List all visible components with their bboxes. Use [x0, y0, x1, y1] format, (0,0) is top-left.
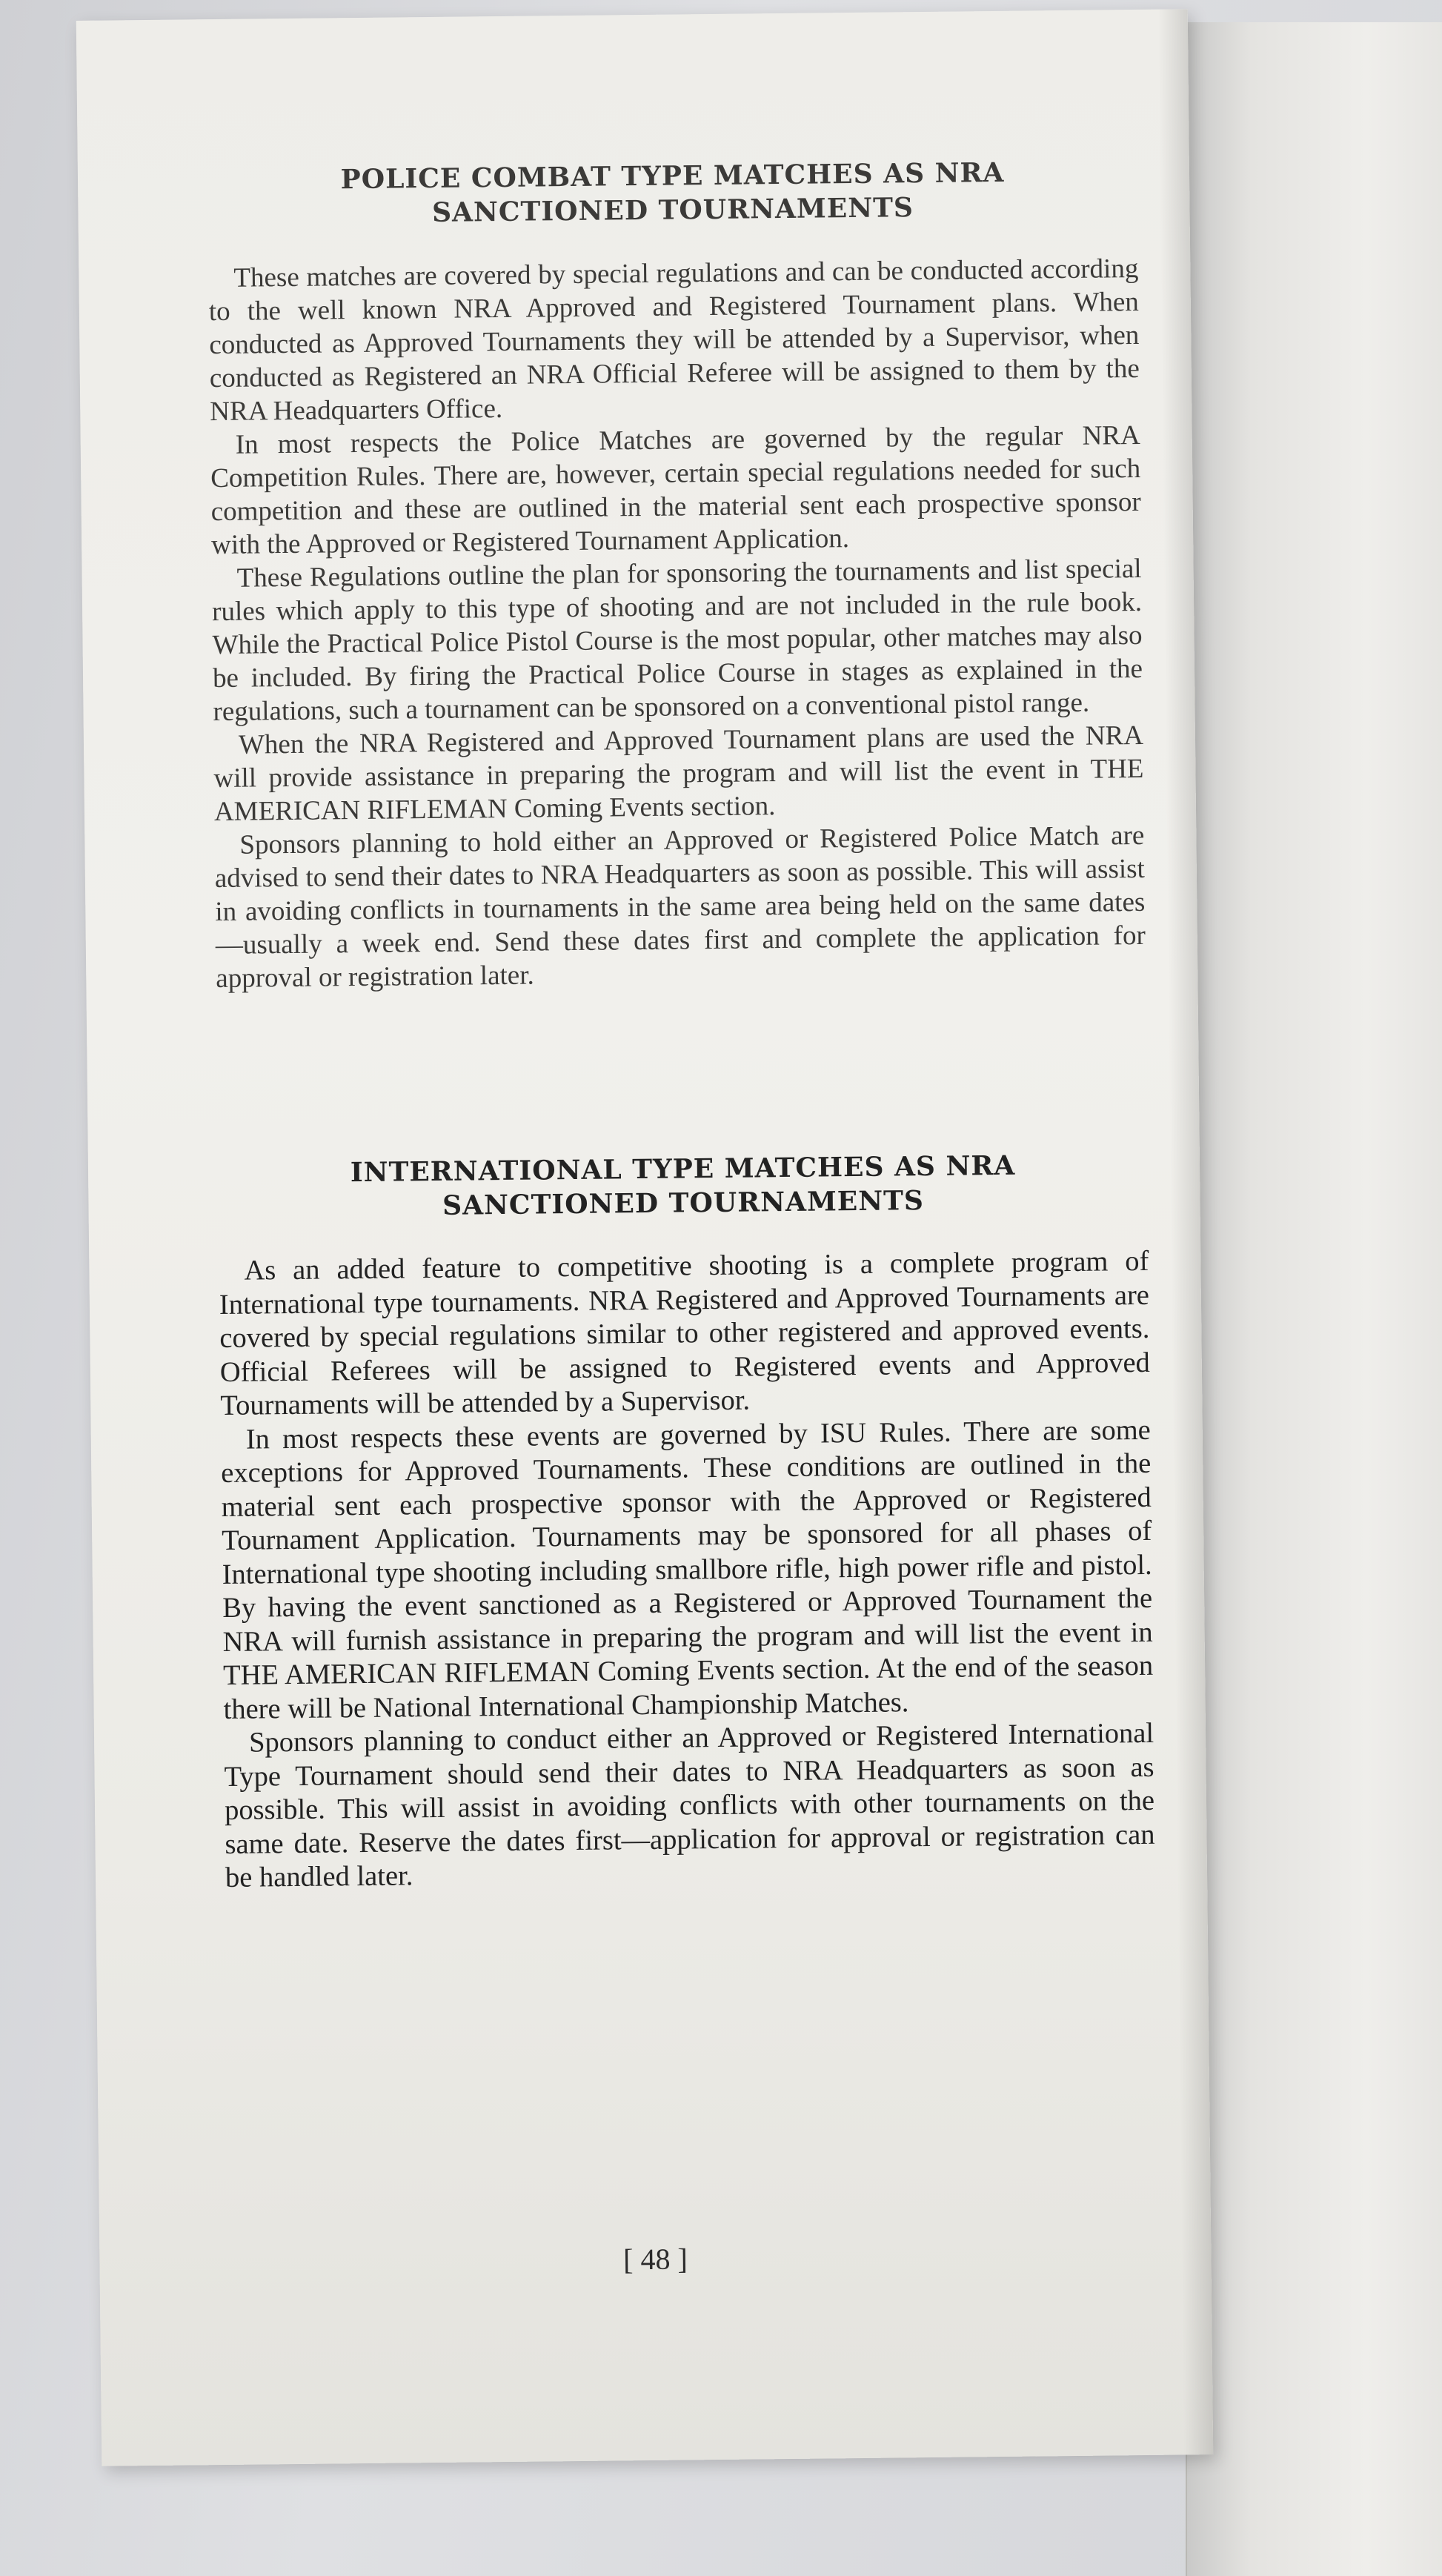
police-paragraph-3: These Regulations outline the plan for sponsoring the tournaments and list special rules which apply to this type of shooting and are not included in the rule book. While the Practical Police Pistol Course is the most popular, other matches may also be included. By firing the Practical Police Course in stages as explained in the regulations, such a tournament can be sponsored on a conventional pistol range. [211, 553, 1143, 728]
police-combat-section [207, 154, 1146, 995]
international-paragraph-2: In most respects these events are governed by ISU Rules. There are some exceptions for Approved Tournaments. These conditions are outlined in the material sent each prospective sponsor with the Approved or Registered Tournament Application. Tournaments may be sponsored for all phases of International type shooting including smallbore rifle, high power rifle and pistol. By having the event sanctioned as a Registered or Approved Tournament the NRA will furnish assistance in preparing the program and will list the event in THE AMERICAN RIFLEMAN Coming Events section. At the end of the season there will be National International Championship Matches. [221, 1414, 1154, 1725]
police-title-line-1: POLICE COMBAT TYPE MATCHES AS NRA [340, 156, 1005, 196]
police-paragraph-2: In most respects the Police Matches are governed by the regular NRA Competition Rules. There are, however, certain special regulations needed for such competition and these are outlined in the material sent each prospective sponsor with the Approved or Registered Tournament Application. [210, 419, 1141, 561]
international-paragraph-1: As an added feature to competitive shooting is a complete program of International type tournaments. NRA Registered and Approved Tournaments are covered by special regulations similar to other registered and approved events. Official Referees will be assigned to Registered events and Approved Tournaments will be attended by a Supervisor. [219, 1245, 1151, 1422]
international-title-line-2: SANCTIONED TOURNAMENTS [442, 1185, 925, 1221]
police-paragraph-5: Sponsors planning to hold either an Approved or Registered Police Match are advised to send their dates to NRA Headquarters as soon as possible. This will assist in avoiding conflicts in tournaments in the same area being held on the same dates—usually a week end. Send these dates first and complete the application for approval or registration later. [214, 820, 1146, 995]
international-paragraph-3: Sponsors planning to conduct either an Approved or Registered International Type Tournament should send their dates to NRA Headquarters as soon as possible. This will assist in avoiding conflicts with other tournaments on the same date. Reserve the dates first—application for approval or registration can be handled later. [224, 1717, 1155, 1893]
police-title-line-2: SANCTIONED TOURNAMENTS [431, 192, 914, 228]
international-title-line-1: INTERNATIONAL TYPE MATCHES AS NRA [350, 1149, 1016, 1189]
page-number: [ 48 ] [622, 2242, 688, 2277]
police-paragraph-1: These matches are covered by special regulations and can be conducted according to the well known NRA Approved and Registered Tournament plans. When conducted as Approved Tournaments they will be attended by a Supervisor, when conducted as Registered an NRA Official Referee will be assigned to them by the NRA Headquarters Office. [208, 253, 1140, 428]
police-paragraph-4: When the NRA Registered and Approved Tournament plans are used the NRA will provide assistance in preparing the program and will list the event in THE AMERICAN RIFLEMAN Coming Events section. [213, 720, 1144, 828]
adjacent-page-edge [1186, 22, 1442, 2576]
document-page [76, 9, 1213, 2466]
international-section [218, 1147, 1155, 1896]
police-section-title [207, 154, 1138, 232]
international-section-title [218, 1147, 1149, 1225]
